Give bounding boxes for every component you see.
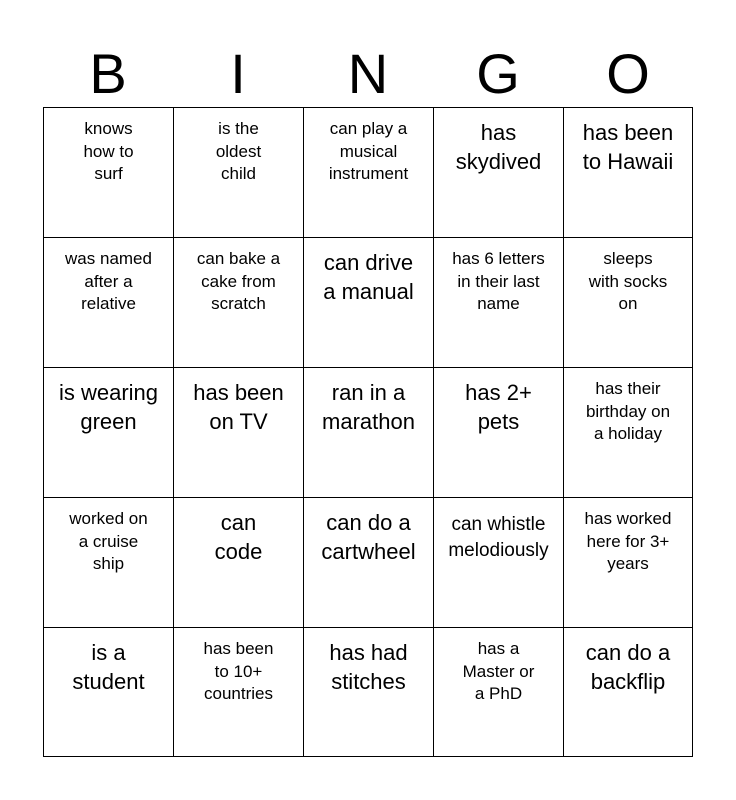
bingo-cell-text: worked on a cruise ship	[69, 509, 148, 573]
bingo-cell-text: has worked here for 3+ years	[584, 509, 672, 573]
bingo-cell-text: can play a musical instrument	[328, 119, 409, 183]
bingo-cell[interactable]	[173, 497, 303, 627]
header-letter-o: O	[606, 42, 650, 105]
bingo-cell[interactable]	[563, 627, 693, 757]
bingo-cell[interactable]	[43, 237, 173, 367]
bingo-cell-text: has been on TV	[193, 380, 284, 434]
bingo-cell-text: sleeps with socks on	[588, 249, 668, 313]
bingo-cell-text: has a Master or a PhD	[462, 639, 535, 703]
header-letter-i: I	[230, 42, 246, 105]
bingo-cell[interactable]	[43, 497, 173, 627]
bingo-cell[interactable]	[303, 237, 433, 367]
header-letter-b: B	[89, 42, 127, 105]
bingo-cell[interactable]	[43, 627, 173, 757]
bingo-cell[interactable]	[433, 107, 563, 237]
bingo-cell-text: can whistle melodiously	[448, 514, 549, 561]
bingo-cell-text: can drive a manual	[323, 250, 414, 304]
bingo-cell-text: is a student	[72, 640, 145, 694]
bingo-cell[interactable]	[173, 627, 303, 757]
bingo-cell-text: is the oldest child	[215, 119, 262, 183]
bingo-cell[interactable]	[563, 497, 693, 627]
bingo-cell-text: has their birthday on a holiday	[585, 379, 671, 443]
bingo-cell[interactable]	[563, 237, 693, 367]
bingo-cell-text: knows how to surf	[83, 119, 134, 183]
bingo-cell-text: ran in a marathon	[322, 380, 415, 434]
bingo-cell-text: has been to 10+ countries	[203, 639, 274, 703]
bingo-cell-text: can do a backflip	[585, 640, 671, 694]
header-letter-n: N	[347, 42, 389, 105]
bingo-cell[interactable]	[303, 497, 433, 627]
bingo-cell[interactable]	[303, 627, 433, 757]
bingo-cell[interactable]	[433, 497, 563, 627]
bingo-cell[interactable]	[173, 367, 303, 497]
header-letter-g: G	[476, 42, 520, 105]
bingo-cell[interactable]	[173, 107, 303, 237]
bingo-cell-text: has 2+ pets	[465, 380, 532, 434]
bingo-cell[interactable]	[43, 367, 173, 497]
bingo-cell-text: has had stitches	[329, 640, 408, 694]
bingo-board	[43, 107, 693, 757]
bingo-cell[interactable]	[563, 107, 693, 237]
bingo-cell-text: was named after a relative	[65, 249, 152, 313]
bingo-cell-text: is wearing green	[58, 380, 159, 434]
bingo-cell-text: can bake a cake from scratch	[196, 249, 281, 313]
bingo-cell[interactable]	[173, 237, 303, 367]
bingo-cell[interactable]	[303, 367, 433, 497]
bingo-cell[interactable]	[43, 107, 173, 237]
bingo-cell-text: has 6 letters in their last name	[452, 249, 545, 313]
bingo-cell[interactable]	[433, 237, 563, 367]
bingo-cell-text: has been to Hawaii	[582, 120, 674, 174]
bingo-cell[interactable]	[303, 107, 433, 237]
bingo-cell-text: can code	[214, 510, 263, 564]
bingo-cell[interactable]	[563, 367, 693, 497]
bingo-cell[interactable]	[433, 367, 563, 497]
bingo-cell-text: has skydived	[455, 120, 542, 174]
bingo-cell[interactable]	[433, 627, 563, 757]
bingo-header	[43, 40, 693, 108]
bingo-cell-text: can do a cartwheel	[321, 510, 416, 564]
